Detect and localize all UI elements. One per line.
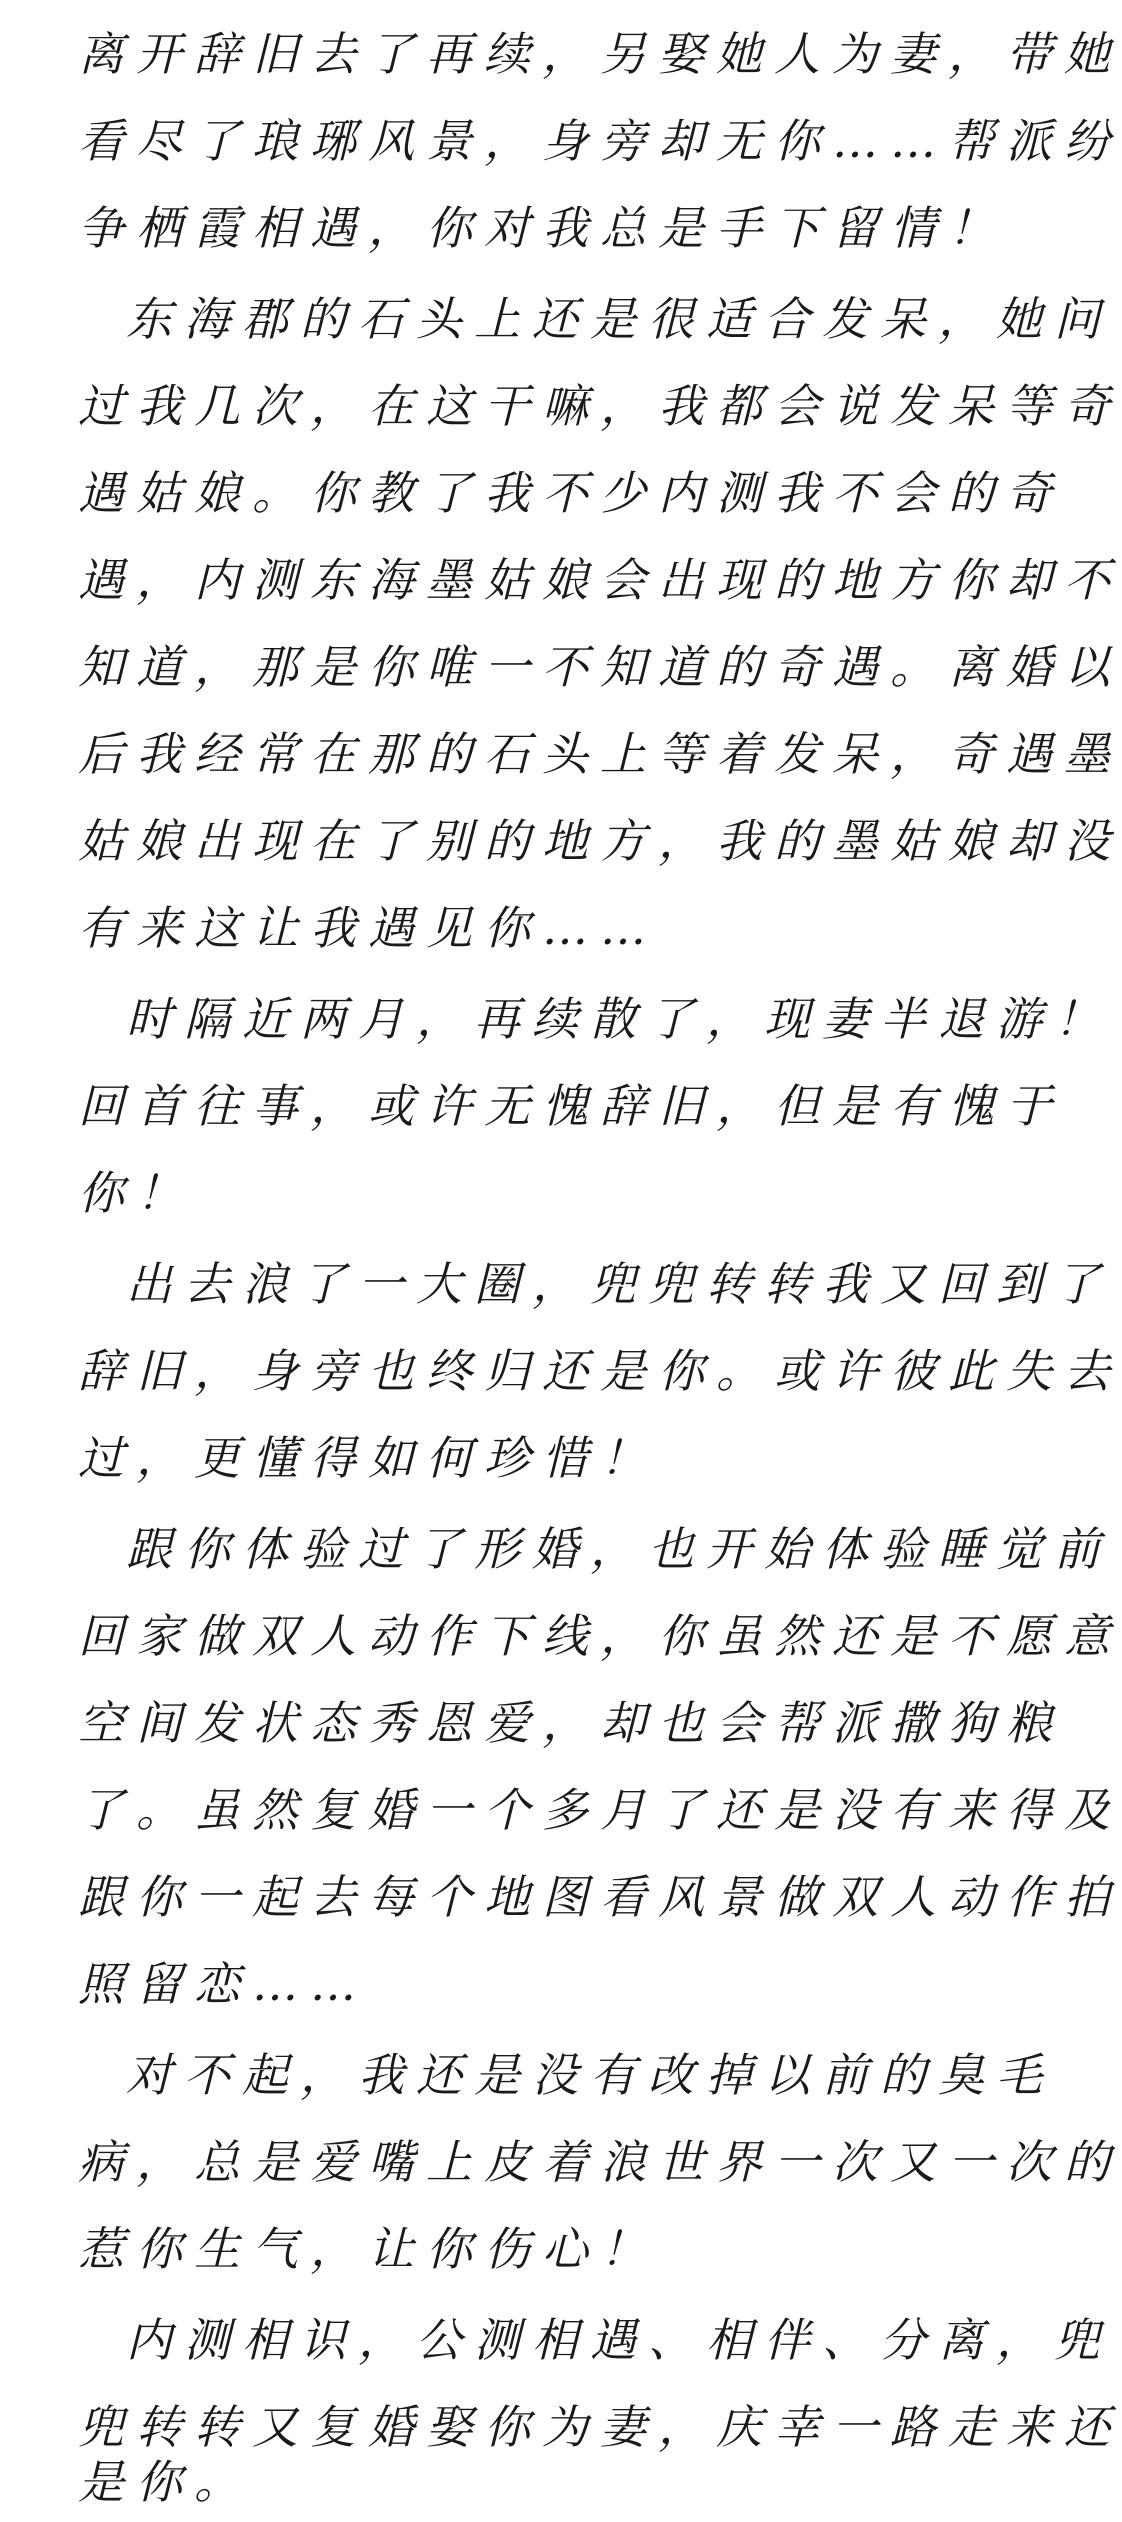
text-line: 出去浪了一大圈，兜兜转转我又回到了 bbox=[126, 1257, 1112, 1311]
text-line: 跟你体验过了形婚，也开始体验睡觉前 bbox=[126, 1522, 1112, 1576]
text-line: 对不起，我还是没有改掉以前的臭毛 bbox=[126, 2048, 1054, 2102]
text-line: 回家做双人动作下线，你虽然还是不愿意 bbox=[78, 1609, 1122, 1663]
text-line: 回首往事，或许无愧辞旧，但是有愧于 bbox=[78, 1079, 1064, 1133]
text-line: 内测相识，公测相遇、相伴、分离，兜 bbox=[126, 2313, 1112, 2367]
text-line: 是你。 bbox=[78, 2455, 252, 2509]
text-line: 遇姑娘。你教了我不少内测我不会的奇 bbox=[78, 466, 1064, 520]
text-line: 你！ bbox=[78, 1166, 194, 1220]
text-line: 知道，那是你唯一不知道的奇遇。离婚以 bbox=[78, 640, 1122, 694]
text-line: 看尽了琅琊风景，身旁却无你……帮派纷 bbox=[78, 114, 1122, 168]
text-line: 姑娘出现在了别的地方，我的墨姑娘却没 bbox=[78, 814, 1122, 868]
text-line: 了。虽然复婚一个多月了还是没有来得及 bbox=[78, 1783, 1122, 1837]
text-line: 过我几次，在这干嘛，我都会说发呆等奇 bbox=[78, 379, 1122, 433]
text-line: 过，更懂得如何珍惜！ bbox=[78, 1431, 658, 1485]
text-line: 东海郡的石头上还是很适合发呆，她问 bbox=[126, 292, 1112, 346]
text-line: 照留恋…… bbox=[78, 1957, 368, 2011]
text-line: 惹你生气，让你伤心！ bbox=[78, 2222, 658, 2276]
text-line: 时隔近两月，再续散了，现妻半退游！ bbox=[126, 992, 1112, 1046]
text-line: 空间发状态秀恩爱，却也会帮派撒狗粮 bbox=[78, 1696, 1064, 1750]
text-line: 跟你一起去每个地图看风景做双人动作拍 bbox=[78, 1870, 1122, 1924]
text-line: 有来这让我遇见你…… bbox=[78, 901, 658, 955]
text-line: 离开辞旧去了再续，另娶她人为妻，带她 bbox=[78, 27, 1122, 81]
text-line: 兜转转又复婚娶你为妻，庆幸一路走来还 bbox=[78, 2400, 1122, 2454]
text-line: 病，总是爱嘴上皮着浪世界一次又一次的 bbox=[78, 2135, 1122, 2189]
text-line: 遇，内测东海墨姑娘会出现的地方你却不 bbox=[78, 553, 1122, 607]
text-line: 后我经常在那的石头上等着发呆，奇遇墨 bbox=[78, 727, 1122, 781]
text-line: 争栖霞相遇，你对我总是手下留情！ bbox=[78, 201, 1006, 255]
text-line: 辞旧，身旁也终归还是你。或许彼此失去 bbox=[78, 1344, 1122, 1398]
